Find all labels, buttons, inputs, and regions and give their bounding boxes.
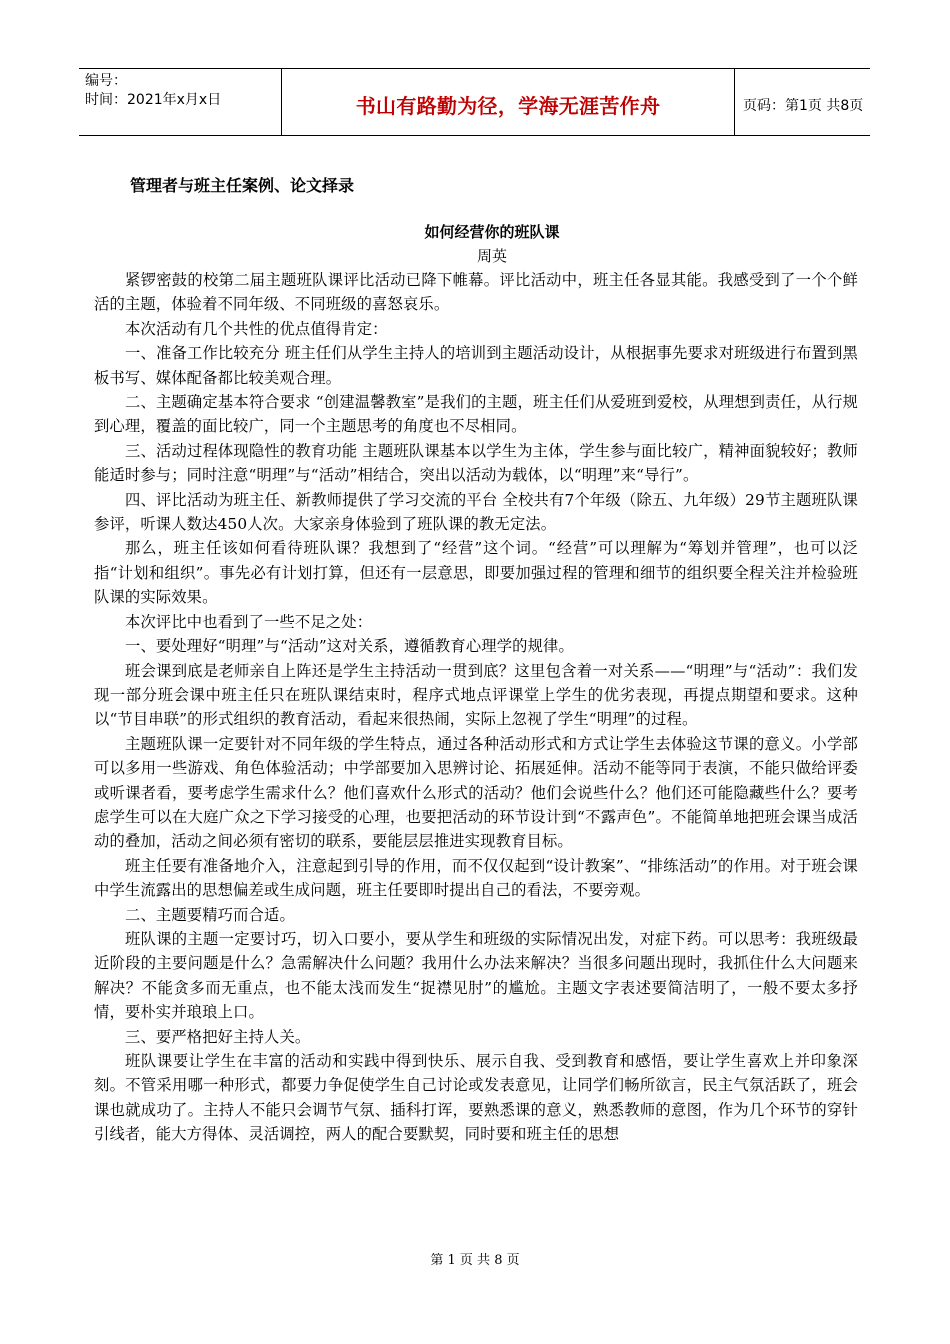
paragraph: 主题班队课一定要针对不同年级的学生特点，通过各种活动形式和方式让学生去体验这节课的意义。小学部可以多用一些游戏、角色体验活动；中学部要加入思辨讨论、拓展延伸。活动不能等同于表演，不能只做给评委或听课者看，要考虑学生需求什么？他们喜欢什么形式的活动？他们会说些什么？他们还可能隐藏些什么？要考虑学生可以在大庭广众之下学习接受的心理，也要把活动的环节设计到“不露声色”。不能简单地把班会课当成活动的叠加，活动之间必须有密切的联系，要能层层推进实现教育目标。: [94, 734, 858, 851]
header-page-info: 页码：第1页 共8页: [743, 98, 864, 114]
section-title: 管理者与班主任案例、论文择录: [130, 176, 355, 195]
article-body: [94, 268, 858, 1147]
paragraph: 三、要严格把好主持人关。: [125, 1027, 311, 1046]
header-motto-cell: [282, 69, 735, 135]
paragraph: 一、准备工作比较充分 班主任们从学生主持人的培训到主题活动设计，从根据事先要求对班级进行布置到黑板书写、媒体配备都比较美观合理。: [94, 344, 858, 387]
paragraph: 二、主题要精巧而合适。: [125, 905, 295, 924]
paragraph: 紧锣密鼓的校第二届主题班队课评比活动已降下帷幕。评比活动中，班主任各显其能。我感受到了一个个鲜活的主题，体验着不同年级、不同班级的喜怒哀乐。: [94, 271, 858, 314]
paragraph: 班会课到底是老师亲自上阵还是学生主持活动一贯到底？这里包含着一对关系——“明理”与“活动”：我们发现一部分班会课中班主任只在班队课结束时，程序式地点评课堂上学生的优劣表现，再提点期望和要求。这种以“节目串联”的形式组织的教育活动，看起来很热闹，实际上忽视了学生“明理”的过程。: [94, 661, 858, 729]
header-page-cell: [735, 69, 870, 135]
paragraph: 班队课的主题一定要讨巧，切入口要小，要从学生和班级的实际情况出发，对症下药。可以思考：我班级最近阶段的主要问题是什么？急需解决什么问题？我用什么办法来解决？当很多问题出现时，我抓住什么大问题来解决？不能贪多而无重点，也不能太浅而发生“捉襟见肘”的尴尬。主题文字表述要简洁明了，一般不要太多抒情，要朴实并琅琅上口。: [94, 929, 858, 1022]
document-time-label: 时间：2021年x月x日: [85, 92, 222, 108]
header-table: [79, 68, 870, 136]
document-number-label: 编号：: [85, 73, 127, 89]
paragraph: 本次评比中也看到了一些不足之处：: [125, 612, 373, 631]
paragraph: 三、活动过程体现隐性的教育功能 主题班队课基本以学生为主体，学生参与面比较广，精神面貌较好；教师能适时参与；同时注意“明理”与“活动”相结合，突出以活动为载体，以“明理”来“导行”。: [94, 441, 858, 485]
article-author: 周英: [476, 247, 507, 265]
paragraph: 本次活动有几个共性的优点值得肯定：: [125, 319, 388, 338]
article-title: 如何经营你的班队课: [424, 223, 560, 241]
header-motto: 书山有路勤为径，学海无涯苦作舟: [355, 94, 661, 118]
page-footer: 第 1 页 共 8 页: [430, 1253, 520, 1268]
paragraph: 班主任要有准备地介入，注意起到引导的作用，而不仅仅起到“设计教案”、“排练活动”的作用。对于班会课中学生流露出的思想偏差或生成问题，班主任要即时提出自己的看法，不要旁观。: [94, 856, 858, 900]
paragraph: 四、评比活动为班主任、新教师提供了学习交流的平台 全校共有7个年级（除五、九年级）29节主题班队课参评，听课人数达450人次。大家亲身体验到了班队课的教无定法。: [94, 490, 858, 534]
header-meta-cell: [79, 69, 282, 135]
paragraph: 班队课要让学生在丰富的活动和实践中得到快乐、展示自我、受到教育和感悟，要让学生喜欢上并印象深刻。不管采用哪一种形式，都要力争促使学生自己讨论或发表意见，让同学们畅所欲言，民主气氛活跃了，班会课也就成功了。主持人不能只会调节气氛、插科打诨，要熟悉课的意义，熟悉教师的意图，作为几个环节的穿针引线者，能大方得体、灵活调控，两人的配合要默契，同时要和班主任的思想: [94, 1052, 858, 1144]
paragraph: 一、要处理好“明理”与“活动”这对关系，遵循教育心理学的规律。: [125, 637, 574, 656]
paragraph: 二、主题确定基本符合要求 “创建温馨教室”是我们的主题，班主任们从爱班到爱校，从理想到责任，从行规到心理，覆盖的面比较广，同一个主题思考的角度也不尽相同。: [94, 393, 858, 436]
paragraph: 那么，班主任该如何看待班队课？我想到了“经营”这个词。“经营”可以理解为“筹划并管理”，也可以泛指“计划和组织”。事先必有计划打算，但还有一层意思，即要加强过程的管理和细节的组织要全程关注并检验班队课的实际效果。: [94, 539, 858, 607]
